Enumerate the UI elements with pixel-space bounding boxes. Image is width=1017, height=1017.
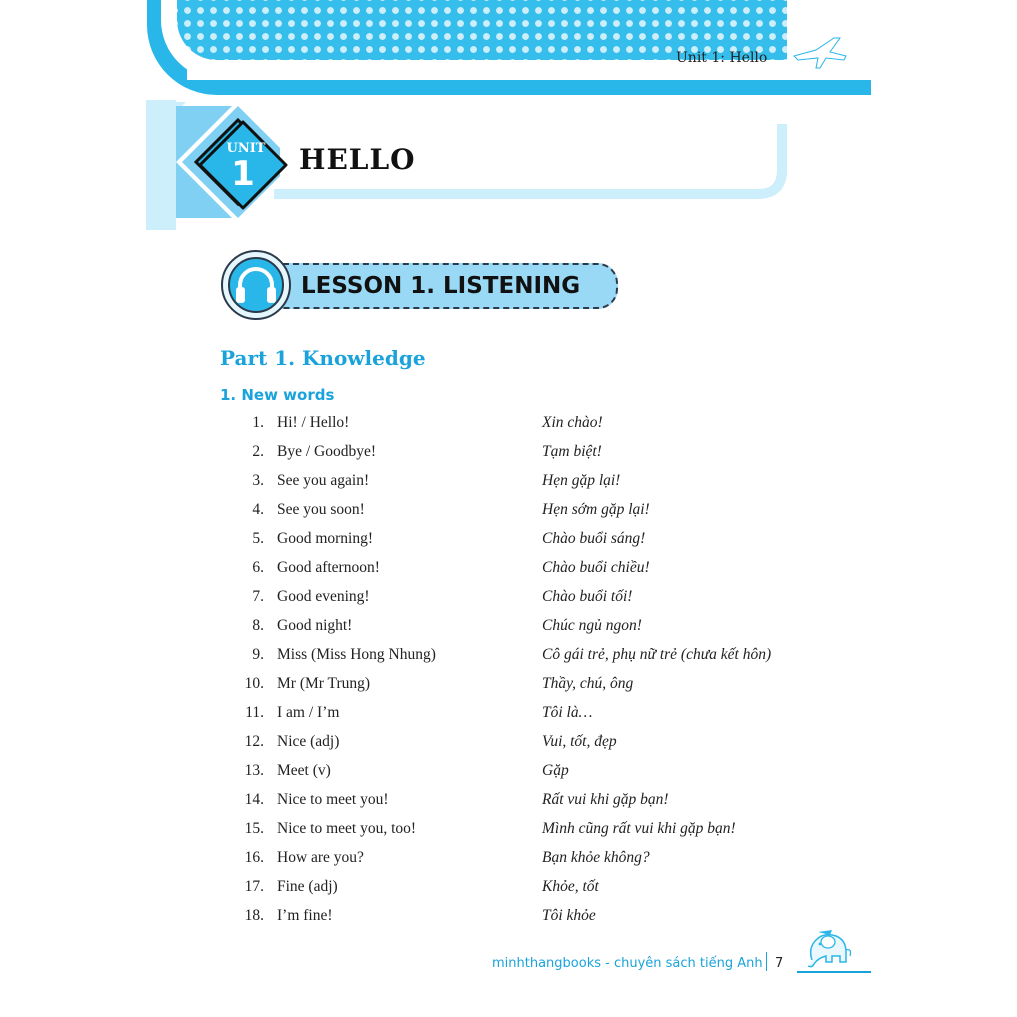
section-subheading: 1. New words — [220, 386, 335, 404]
publisher-footer: minhthangbooks - chuyên sách tiếng Anh — [492, 956, 763, 971]
vietnamese-meaning: Tôi là… — [542, 704, 593, 721]
unit-badge-number: 1 — [231, 154, 255, 194]
english-term: Nice to meet you, too! — [277, 820, 417, 837]
vietnamese-meaning: Hẹn sớm gặp lại! — [542, 501, 650, 518]
english-term: Fine (adj) — [277, 878, 338, 895]
vietnamese-meaning: Xin chào! — [542, 414, 603, 431]
vietnamese-meaning: Thầy, chú, ông — [542, 675, 634, 692]
english-term: Mr (Mr Trung) — [277, 675, 371, 692]
vietnamese-meaning: Gặp — [542, 762, 569, 779]
headphones-icon — [220, 249, 292, 321]
vietnamese-meaning: Chào buổi sáng! — [542, 530, 646, 547]
unit-badge-label: UNIT — [226, 141, 266, 156]
item-number: 6. — [252, 559, 264, 576]
list-item — [0, 675, 1017, 701]
vietnamese-meaning: Cô gái trẻ, phụ nữ trẻ (chưa kết hôn) — [542, 646, 772, 663]
list-item — [0, 472, 1017, 498]
list-item — [0, 530, 1017, 556]
list-item — [0, 849, 1017, 875]
english-term: Good morning! — [277, 530, 374, 547]
item-number: 1. — [252, 414, 264, 431]
list-item — [0, 733, 1017, 759]
english-term: Nice to meet you! — [277, 791, 389, 808]
english-term: How are you? — [277, 849, 364, 866]
english-term: Miss (Miss Hong Nhung) — [277, 646, 436, 663]
page-number: 7 — [775, 956, 784, 971]
english-term: Hi! / Hello! — [277, 414, 350, 431]
list-item — [0, 588, 1017, 614]
vietnamese-meaning: Hẹn gặp lại! — [542, 472, 621, 489]
vietnamese-meaning: Vui, tốt, đẹp — [542, 733, 617, 750]
globe-plane-icon — [790, 22, 854, 76]
english-term: Bye / Goodbye! — [277, 443, 377, 460]
vietnamese-meaning: Khỏe, tốt — [542, 878, 599, 895]
vietnamese-meaning: Tôi khỏe — [542, 907, 596, 924]
item-number: 2. — [252, 443, 264, 460]
item-number: 15. — [244, 820, 264, 837]
vietnamese-meaning: Rất vui khi gặp bạn! — [542, 791, 669, 808]
list-item — [0, 907, 1017, 933]
item-number: 4. — [252, 501, 264, 518]
english-term: Good afternoon! — [277, 559, 380, 576]
list-item — [0, 646, 1017, 672]
footer-rule — [797, 971, 871, 973]
list-item — [0, 501, 1017, 527]
unit-title: HELLO — [299, 143, 416, 176]
item-number: 11. — [245, 704, 264, 721]
item-number: 5. — [252, 530, 264, 547]
item-number: 16. — [244, 849, 264, 866]
list-item — [0, 704, 1017, 730]
list-item — [0, 414, 1017, 440]
item-number: 12. — [244, 733, 264, 750]
list-item — [0, 559, 1017, 585]
vietnamese-meaning: Chào buổi chiều! — [542, 559, 650, 576]
lesson-title: LESSON 1. LISTENING — [301, 273, 581, 299]
item-number: 13. — [244, 762, 264, 779]
running-head: Unit 1: Hello — [676, 50, 768, 66]
item-number: 8. — [252, 617, 264, 634]
item-number: 14. — [244, 791, 264, 808]
list-item — [0, 617, 1017, 643]
english-term: See you again! — [277, 472, 370, 489]
list-item — [0, 820, 1017, 846]
vietnamese-meaning: Tạm biệt! — [542, 443, 602, 460]
english-term: See you soon! — [277, 501, 365, 518]
vietnamese-meaning: Mình cũng rất vui khi gặp bạn! — [542, 820, 736, 837]
top-banner — [147, 0, 871, 95]
part-heading: Part 1. Knowledge — [220, 346, 426, 370]
vietnamese-meaning: Bạn khỏe không? — [542, 849, 650, 866]
list-item — [0, 443, 1017, 469]
english-term: Good night! — [277, 617, 353, 634]
item-number: 17. — [244, 878, 264, 895]
item-number: 7. — [252, 588, 264, 605]
vietnamese-meaning: Chúc ngủ ngon! — [542, 617, 642, 634]
item-number: 10. — [244, 675, 264, 692]
list-item — [0, 762, 1017, 788]
list-item — [0, 878, 1017, 904]
list-item — [0, 791, 1017, 817]
item-number: 3. — [252, 472, 264, 489]
footer-divider — [766, 952, 767, 971]
elephant-icon — [802, 926, 854, 970]
english-term: Meet (v) — [277, 762, 331, 779]
english-term: Nice (adj) — [277, 733, 340, 750]
item-number: 18. — [244, 907, 264, 924]
english-term: I am / I’m — [277, 704, 340, 721]
vietnamese-meaning: Chào buổi tối! — [542, 588, 633, 605]
english-term: Good evening! — [277, 588, 370, 605]
item-number: 9. — [252, 646, 264, 663]
english-term: I’m fine! — [277, 907, 333, 924]
